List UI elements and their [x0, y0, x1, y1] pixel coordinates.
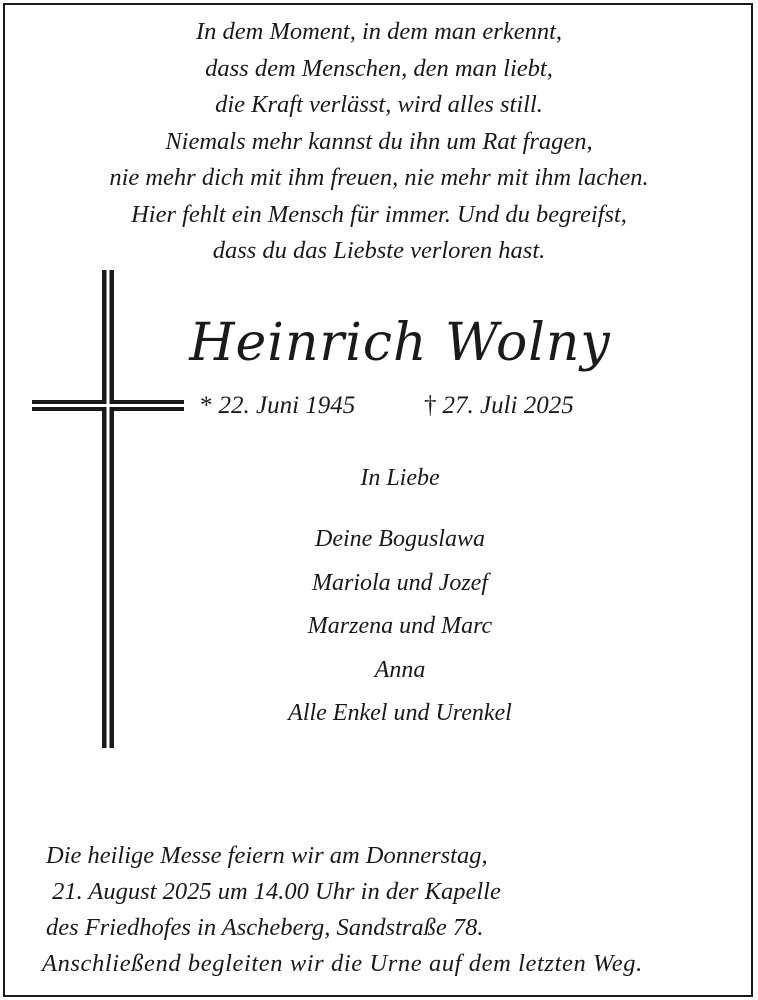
- poem-line: dass du das Liebste verloren hast.: [212, 237, 546, 264]
- poem-line: Hier fehlt ein Mensch für immer. Und du begreifst,: [131, 200, 627, 228]
- death-date-group: [424, 388, 574, 424]
- life-dates: [200, 388, 620, 424]
- birth-star-icon: *: [200, 392, 213, 419]
- service-line: des Friedhofes in Ascheberg, Sandstraße 78.: [46, 914, 484, 941]
- service-line: Die heilige Messe feiern wir am Donnerstag,: [46, 842, 488, 869]
- service-info: [42, 838, 736, 982]
- death-cross-icon: †: [424, 392, 437, 419]
- mourner-name: Alle Enkel und Urenkel: [288, 700, 512, 726]
- birth-date-group: [200, 388, 355, 424]
- poem-line: In dem Moment, in dem man erkennt,: [195, 18, 563, 45]
- service-closing: Anschließend begleiten wir die Urne auf dem letzten Weg.: [42, 950, 643, 977]
- poem-line: nie mehr dich mit ihm freuen, nie mehr mit ihm lachen.: [109, 164, 649, 191]
- mourner-name: Mariola und Jozef: [312, 569, 488, 596]
- cross-icon: [32, 270, 184, 748]
- deceased-name: Heinrich Wolny: [189, 313, 611, 373]
- mourner-name: Marzena und Marc: [307, 613, 493, 639]
- mourners-list: [200, 518, 600, 736]
- poem-line: die Kraft verlässt, wird alles still.: [215, 91, 543, 118]
- mourner-name: Anna: [374, 656, 426, 683]
- service-line: 21. August 2025 um 14.00 Uhr in der Kapelle: [46, 878, 501, 905]
- birth-date: 22. Juni 1945: [218, 392, 356, 419]
- poem: [0, 14, 758, 270]
- poem-line: dass dem Menschen, den man liebt,: [205, 54, 553, 82]
- mourner-name: Deine Boguslawa: [315, 526, 485, 552]
- death-date: 27. Juli 2025: [442, 392, 574, 419]
- poem-line: Niemals mehr kannst du ihn um Rat fragen,: [165, 127, 593, 155]
- in-love-heading: In Liebe: [360, 465, 440, 491]
